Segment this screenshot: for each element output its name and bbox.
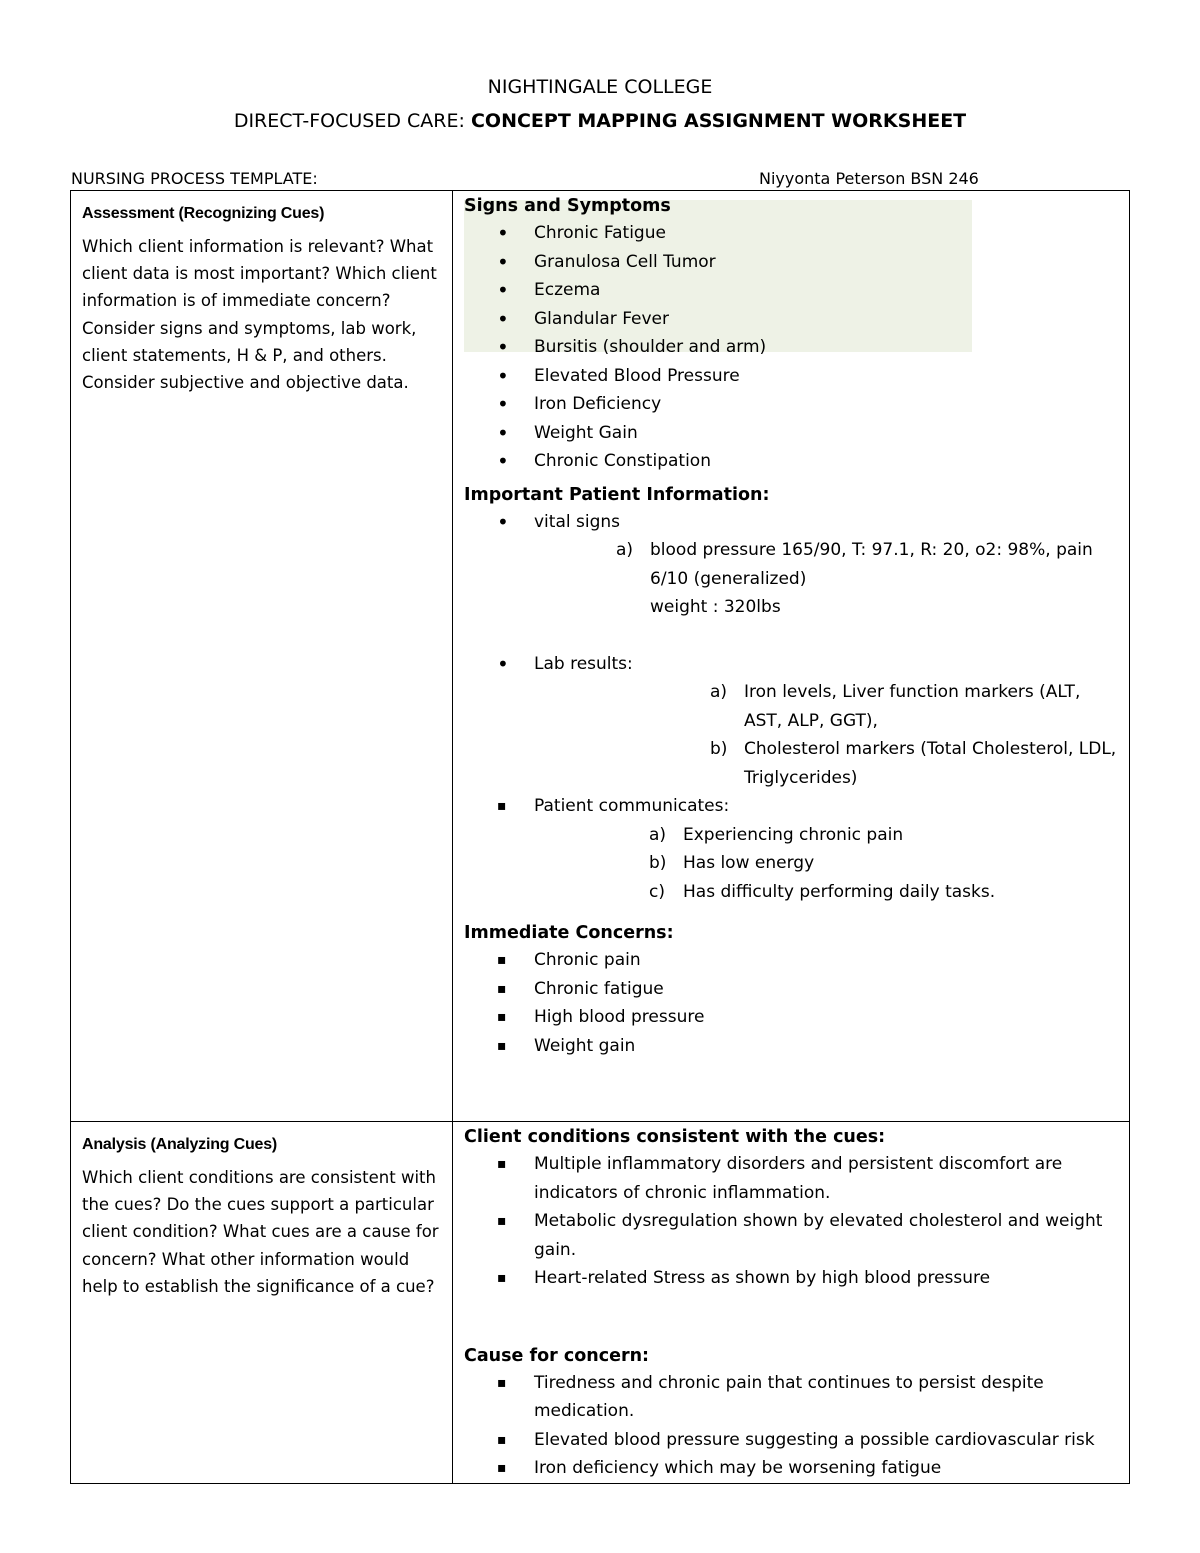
- labs-list: [464, 650, 1119, 679]
- author-name: Niyyonta Peterson BSN 246: [759, 169, 979, 188]
- communicates-list: [464, 792, 1119, 821]
- info-list: [464, 508, 1119, 537]
- template-label: NURSING PROCESS TEMPLATE:: [71, 169, 318, 188]
- conditions-title: Client conditions consistent with the cues:: [464, 1127, 886, 1147]
- list-item: ▪ Metabolic dysregulation shown by elevated cholesterol and weight gain.: [464, 1207, 1119, 1264]
- communicates-detail: [649, 878, 1119, 907]
- worksheet-title: [0, 110, 1200, 132]
- list-item: • Weight Gain: [464, 419, 1119, 448]
- course-title: CONCEPT MAPPING ASSIGNMENT WORKSHEET: [470, 110, 967, 132]
- cause-list: [464, 1369, 1119, 1483]
- list-item: ▪ Weight gain: [464, 1032, 1119, 1061]
- college-name: NIGHTINGALE COLLEGE: [487, 76, 713, 98]
- analysis-label-cell: [71, 1122, 453, 1484]
- assessment-row: [71, 191, 1130, 1122]
- list-item: • Elevated Blood Pressure: [464, 362, 1119, 391]
- lab-text: Cholesterol markers (Total Cholesterol, LDL, Triglycerides): [744, 739, 1117, 788]
- communicates-text: Has difficulty performing daily tasks.: [683, 881, 996, 902]
- labs-item: • Lab results:: [464, 650, 1119, 679]
- analysis-prompt: Which client conditions are consistent with the cues? Do the cues support a particular client condition? What cues are a cause for concern? What other information would help to establish the significance of a cue?: [82, 1168, 439, 1296]
- list-item: ▪ Multiple inflammatory disorders and persistent discomfort are indicators of chronic inflammation.: [464, 1150, 1119, 1207]
- list-item: ▪ Tiredness and chronic pain that continues to persist despite medication.: [464, 1369, 1119, 1426]
- list-item: ▪ Chronic pain: [464, 946, 1119, 975]
- analysis-heading: Analysis (Analyzing Cues): [82, 1136, 278, 1153]
- communicates-text: Has low energy: [683, 853, 815, 873]
- communicates-text: Experiencing chronic pain: [683, 824, 904, 845]
- communicates-sublist: [649, 821, 1119, 907]
- list-item: • Granulosa Cell Tumor: [464, 248, 1119, 277]
- assessment-content-cell: [453, 191, 1130, 1122]
- vitals-marker: a): [616, 540, 634, 560]
- list-item: • Chronic Constipation: [464, 447, 1119, 476]
- communicates-marker: b): [649, 853, 667, 873]
- concerns-title: Immediate Concerns:: [464, 923, 674, 943]
- course-prefix: DIRECT-FOCUSED CARE:: [233, 110, 471, 132]
- list-item: • Iron Deficiency: [464, 390, 1119, 419]
- labs-sublist: [710, 678, 1119, 792]
- assessment-heading: Assessment (Recognizing Cues): [82, 205, 325, 222]
- list-item: ▪ Chronic fatigue: [464, 975, 1119, 1004]
- assessment-prompt: Which client information is relevant? What client data is most important? Which client information is of immediate concern? Consider signs and symptoms, lab work, client statements, H & P, and others. Consider subjective and objective data.: [82, 237, 437, 393]
- list-item: • Chronic Fatigue: [464, 219, 1119, 248]
- list-item: ▪ Heart-related Stress as shown by high blood pressure: [464, 1264, 1119, 1293]
- vitals-item: • vital signs: [464, 508, 1119, 537]
- vitals-sublist: [616, 536, 1119, 622]
- signs-title: Signs and Symptoms: [464, 196, 671, 216]
- lab-text: Iron levels, Liver function markers (ALT, AST, ALP, GGT),: [744, 682, 1081, 731]
- weight-text: weight : 320lbs: [650, 597, 781, 617]
- signs-list: [464, 219, 1119, 476]
- communicates-marker: c): [649, 881, 665, 902]
- info-title: Important Patient Information:: [464, 484, 770, 505]
- concerns-list: [464, 946, 1119, 1060]
- vitals-detail: [616, 536, 1119, 622]
- assessment-label-cell: [71, 191, 453, 1122]
- analysis-row: [71, 1122, 1130, 1484]
- lab-detail: [710, 735, 1119, 792]
- list-item: ▪ Elevated blood pressure suggesting a possible cardiovascular risk: [464, 1426, 1119, 1455]
- analysis-content-cell: [453, 1122, 1130, 1484]
- list-item: • Eczema: [464, 276, 1119, 305]
- list-item: ▪ High blood pressure: [464, 1003, 1119, 1032]
- conditions-list: [464, 1150, 1119, 1293]
- list-item: ▪ Iron deficiency which may be worsening fatigue: [464, 1454, 1119, 1483]
- list-item: • Bursitis (shoulder and arm): [464, 333, 1119, 362]
- lab-detail: [710, 678, 1119, 735]
- list-item: • Glandular Fever: [464, 305, 1119, 334]
- lab-marker: b): [710, 739, 728, 759]
- lab-marker: a): [710, 682, 728, 702]
- vitals-text: blood pressure 165/90, T: 97.1, R: 20, o2: 98%, pain 6/10 (generalized): [650, 540, 1093, 589]
- cause-title: Cause for concern:: [464, 1345, 650, 1366]
- communicates-detail: [649, 821, 1119, 850]
- communicates-item: ▪ Patient communicates:: [464, 792, 1119, 821]
- communicates-marker: a): [649, 824, 667, 845]
- communicates-detail: [649, 849, 1119, 878]
- nursing-process-table: [70, 190, 1130, 1484]
